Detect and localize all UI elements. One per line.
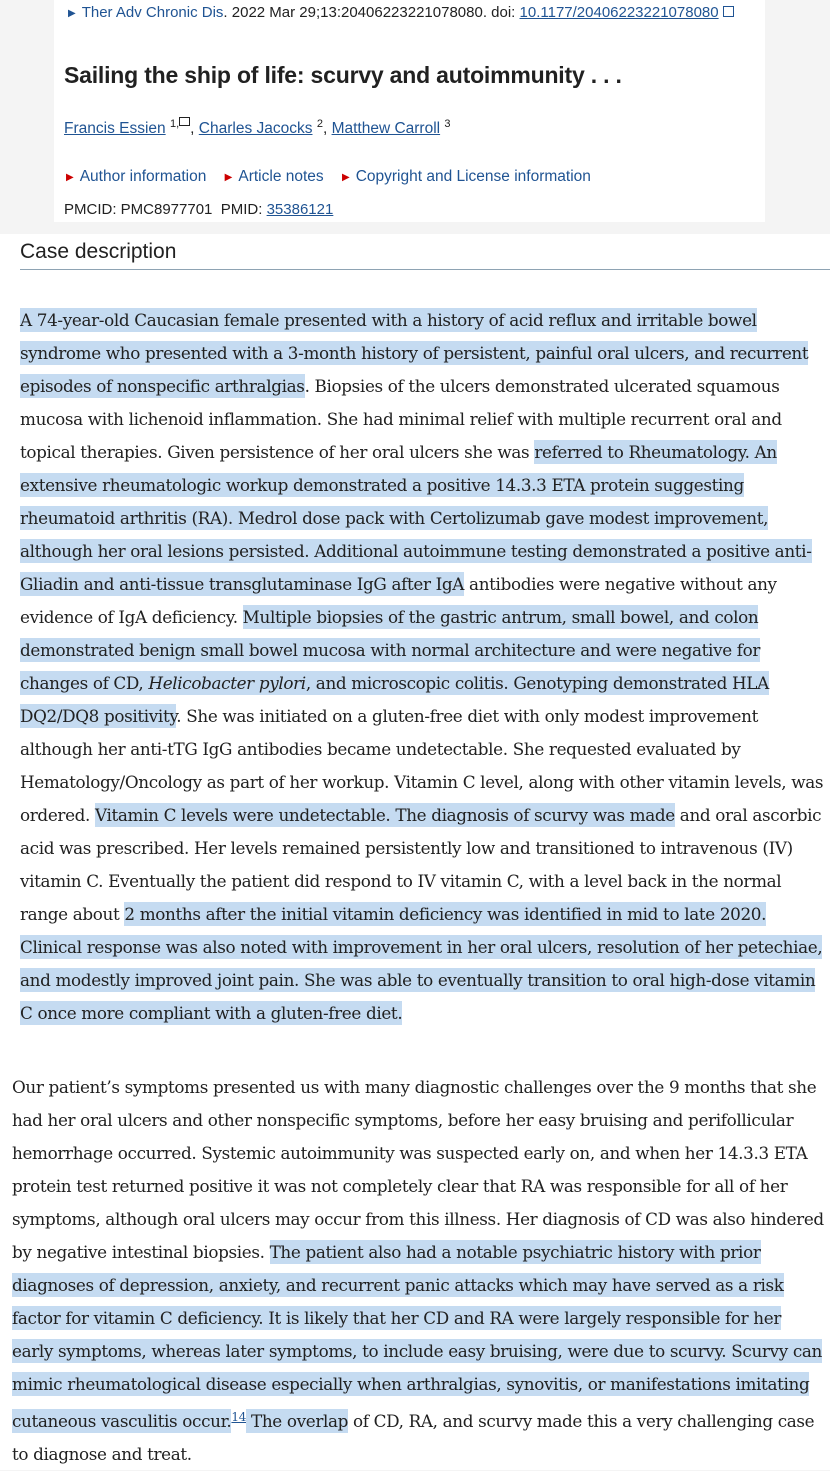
discussion-paragraph — [12, 1071, 827, 1471]
expand-triangle-icon[interactable]: ▶ — [68, 8, 76, 19]
section-heading: Case description — [20, 240, 177, 263]
doi-link[interactable]: 10.1177/20406223221078080 — [519, 4, 719, 21]
article-title: Sailing the ship of life: scurvy and autoimmunity . . . — [64, 62, 622, 88]
author-information-toggle[interactable]: ▶ Author information — [66, 168, 207, 185]
citation-details: . 2022 Mar 29;13:20406223221078080. doi: — [223, 4, 520, 21]
highlighted-text: The patient also had a notable psychiatric history with prior diagnoses of depression, anxiety, and recurrent panic attacks which may have served as a risk factor for vitamin C deficiency. It is likely that her CD and RA were largely responsible for her early symptoms, whereas later symptoms, to include easy bruising, were due to scurvy. Scurvy can mimic rheumatological disease especially when arthralgias, synovitis, or manifestations imitating cutaneous vasculitis occur. — [12, 1242, 823, 1431]
article-meta-links — [66, 168, 605, 186]
author-affiliation: 1, — [169, 118, 180, 130]
section-divider — [20, 269, 830, 270]
highlighted-text: The overlap — [246, 1411, 349, 1431]
author-affiliation: 2 — [316, 118, 323, 130]
citation-line — [68, 4, 734, 21]
body-text: antibodies were negative without any evidence of IgA deficiency. — [20, 574, 777, 627]
body-text: of CD, RA, and scurvy made this a very challenging case to diagnose and treat. — [12, 1411, 815, 1464]
pmid-label: PMID: — [220, 201, 267, 218]
body-text: . She was initiated on a gluten-free diet with only modest improvement although her anti-tTG IgG antibodies became undetectable. She requested evaluated by Hematology/Oncology as part of her workup. Vitamin C level, along with other vitamin levels, was ordered. — [20, 706, 824, 825]
body-text: Our patient’s symptoms presented us with many diagnostic challenges over the 9 months that she had her oral ulcers and other nonspecific symptoms, before her easy bruising and perifollicular hemorrhage occurred. Systemic autoimmunity was suspected early on, and when her 14.3.3 ETA protein test returned positive it was not completely clear that RA was responsible for all of her symptoms, although oral ulcers may occur from this illness. Her diagnosis of CD was also hindered by negative intestinal biopsies. — [12, 1077, 824, 1262]
highlighted-text: A 74-year-old Caucasian female presented with a history of acid reflux and irritable bowel syndrome who presented with a 3-month history of persistent, painful oral ulcers, and recurrent episodes of nonspecific arthralgias — [20, 310, 809, 396]
expand-triangle-icon: ▶ — [341, 172, 350, 183]
article-body — [0, 234, 830, 1470]
author-link[interactable]: Matthew Carroll — [331, 120, 441, 138]
case-description-paragraph — [20, 304, 830, 1030]
highlighted-text: , and microscopic colitis. Genotyping demonstrated HLA DQ2/DQ8 positivity — [20, 673, 769, 726]
author-link[interactable]: Charles Jacocks — [198, 120, 313, 138]
pmid-link[interactable]: 35386121 — [266, 201, 334, 218]
highlighted-text: Vitamin C levels were undetectable. The diagnosis of scurvy was made — [95, 805, 675, 825]
author-list: Francis Essien $^{1,}$ , Charles Jacocks $^2$, Matthew Carroll $^3$ — [64, 118, 451, 138]
body-text: and oral ascorbic acid was prescribed. Her levels remained persistently low and transitioned to intravenous (IV) vitamin C. Eventually the patient did respond to IV vitamin C, with a level back in the normal range about — [20, 805, 822, 924]
external-link-icon[interactable] — [723, 6, 734, 17]
article-notes-toggle[interactable]: ▶ Article notes — [224, 168, 324, 185]
highlighted-text: 2 months after the initial vitamin deficiency was identified in mid to late 2020. Clinical response was also noted with improvement in her oral ulcers, resolution of her petechiae, and modestly improved joint pain. She was able to eventually transition to oral high-dose vitamin C once more compliant with a gluten-free diet. — [20, 904, 823, 1023]
article-ids — [64, 201, 333, 218]
email-icon[interactable] — [179, 117, 190, 126]
pmcid: PMCID: PMC8977701 — [64, 201, 213, 218]
copyright-license-toggle[interactable]: ▶ Copyright and License information — [341, 168, 591, 185]
highlighted-text: Helicobacter pylori — [148, 673, 306, 693]
expand-triangle-icon: ▶ — [224, 172, 233, 183]
journal-link[interactable]: Ther Adv Chronic Dis — [81, 4, 224, 21]
article-header — [54, 0, 765, 222]
author-link[interactable]: Francis Essien — [64, 120, 166, 138]
body-text: . Biopsies of the ulcers demonstrated ulcerated squamous mucosa with lichenoid inflammation. She had minimal relief with multiple recurrent oral and topical therapies. Given persistence of her oral ulcers she was — [20, 376, 782, 462]
author-affiliation: 3 — [444, 118, 451, 130]
highlighted-text: referred to Rheumatology. An extensive rheumatologic workup demonstrated a positive 14.3.3 ETA protein suggesting rheumatoid arthritis (RA). Medrol dose pack with Certolizumab gave modest improvement, although her oral lesions persisted. Additional autoimmune testing demonstrated a positive anti-Gliadin and anti-tissue transglutaminase IgG after IgA — [20, 442, 812, 594]
expand-triangle-icon: ▶ — [66, 172, 74, 183]
highlighted-text: Multiple biopsies of the gastric antrum, small bowel, and colon demonstrated benign small bowel mucosa with normal architecture and were negative for changes of CD, — [20, 607, 761, 693]
reference-link[interactable]: 14 — [231, 1410, 246, 1424]
